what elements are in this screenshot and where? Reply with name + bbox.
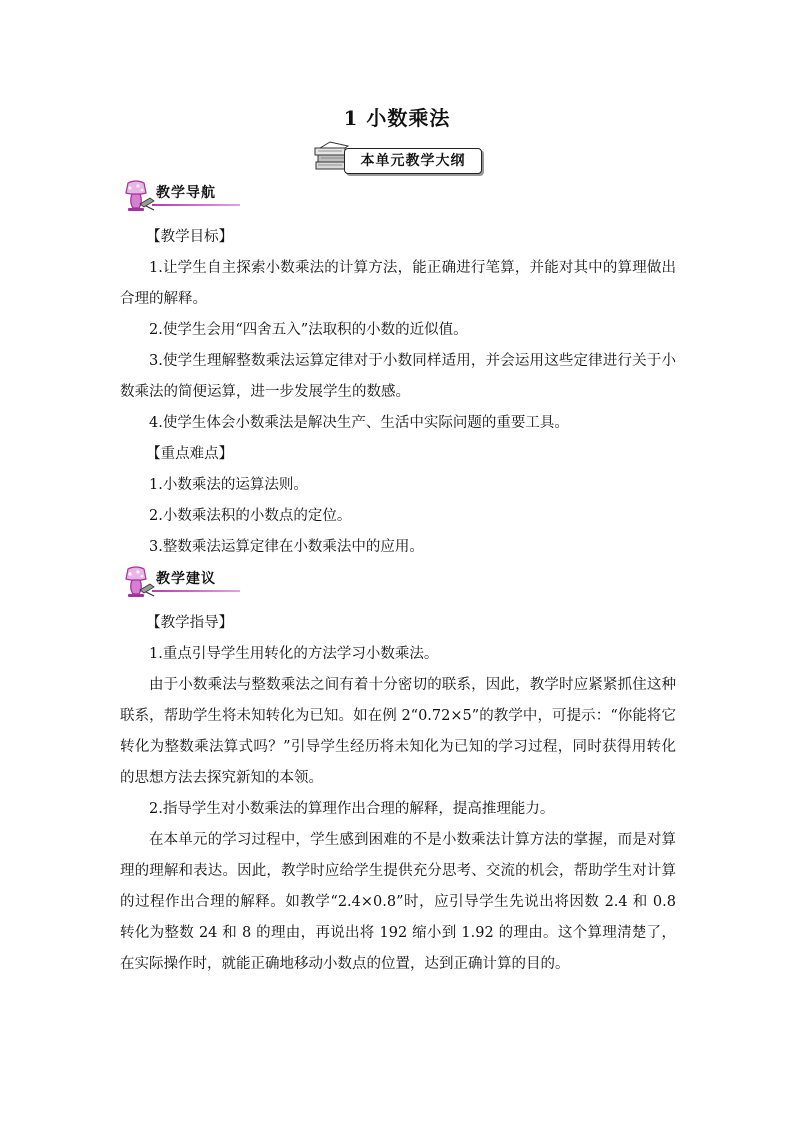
section-heading-guide xyxy=(116,180,246,214)
guidance-paragraph: 在本单元的学习过程中，学生感到困难的不是小数乘法计算方法的掌握，而是对算理的理解和表达。因此，教学时应给学生提供充分思考、交流的机会，帮助学生对计算的过程作出合理的解释。如教学“2.4×0.8”时，应引导学生先说出将因数 2.4 和 0.8 转化为整数 24 和 8 的理由，再说出将 192 缩小到 1.92 的理由。这个算理清楚了，在实际操作时，就能正确地移动小数点的位置，达到正确计算的目的。 xyxy=(120,832,676,972)
keypoint-item: 2.小数乘法积的小数点的定位。 xyxy=(149,508,352,524)
keypoint-item: 3.整数乘法运算定律在小数乘法中的应用。 xyxy=(149,539,424,555)
banner-label: 本单元教学大纲 xyxy=(344,148,482,174)
guidance-paragraph: 由于小数乘法与整数乘法之间有着十分密切的联系，因此，教学时应紧紧抓住这种联系，帮助学生将未知转化为已知。如在例 2“0.72×5”的教学中，可提示：“你能将它转化为整数乘法算式吗？”引导学生经历将未知化为已知的学习过程，同时获得用转化的思想方法去探究新知的本领。 xyxy=(120,677,676,786)
goal-item: 2.使学生会用“四舍五入”法取积的小数的近似值。 xyxy=(149,322,468,338)
lamp-icon xyxy=(116,180,156,214)
heading-underline xyxy=(152,204,240,206)
goal-item: 4.使学生体会小数乘法是解决生产、生活中实际问题的重要工具。 xyxy=(149,415,569,431)
goals-label: 【教学目标】 xyxy=(146,229,234,245)
section-heading-label: 教学导航 xyxy=(156,185,216,201)
heading-underline xyxy=(152,590,240,592)
guidance-label: 【教学指导】 xyxy=(146,615,234,631)
unit-outline-banner xyxy=(312,140,482,176)
goal-item: 1.让学生自主探索小数乘法的计算方法，能正确进行笔算，并能对其中的算理做出合理的解释。 xyxy=(120,260,676,307)
keypoints-label: 【重点难点】 xyxy=(146,446,234,462)
section-heading-label: 教学建议 xyxy=(156,571,216,587)
goal-item: 3.使学生理解整数乘法运算定律对于小数同样适用，并会运用这些定律进行关于小数乘法的简便运算，进一步发展学生的数感。 xyxy=(120,353,676,400)
section-heading-advice xyxy=(116,566,246,600)
guidance-paragraph: 1.重点引导学生用转化的方法学习小数乘法。 xyxy=(149,646,439,662)
teaching-advice-content xyxy=(120,608,676,980)
teaching-guide-content xyxy=(120,222,676,563)
guidance-paragraph: 2.指导学生对小数乘法的算理作出合理的解释，提高推理能力。 xyxy=(149,801,555,817)
page-title: 1 小数乘法 xyxy=(343,106,451,130)
lamp-icon xyxy=(116,566,156,600)
keypoint-item: 1.小数乘法的运算法则。 xyxy=(149,477,308,493)
